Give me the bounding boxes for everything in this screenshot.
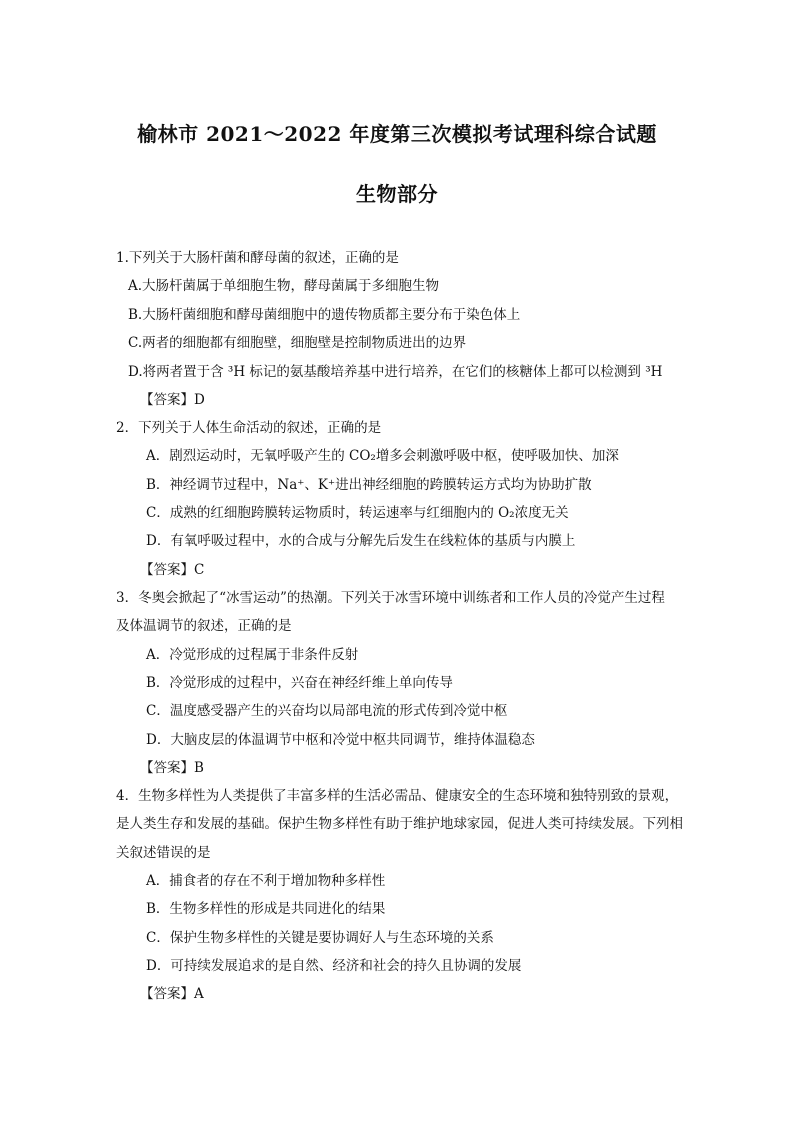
question-3-answer: 【答案】B	[140, 760, 204, 776]
question-3-option-d: D．大脑皮层的体温调节中枢和冷觉中枢共同调节，维持体温稳态	[146, 732, 535, 748]
question-4-stem-line-1: 4．生物多样性为人类提供了丰富多样的生活必需品、健康安全的生态环境和独特别致的景观，	[116, 788, 679, 804]
question-4-option-b: B．生物多样性的形成是共同进化的结果	[146, 901, 386, 917]
question-3-stem-line-1: 3．冬奥会掀起了“冰雪运动”的热潮。下列关于冰雪环境中训练者和工作人员的冷觉产生过程	[116, 590, 665, 606]
question-3-option-b: B．冷觉形成的过程中，兴奋在神经纤维上单向传导	[146, 675, 453, 691]
question-4-answer: 【答案】A	[140, 986, 204, 1002]
question-3-stem-line-2: 及体温调节的叙述，正确的是	[116, 618, 292, 634]
question-1-stem: 1.下列关于大肠杆菌和酵母菌的叙述，正确的是	[116, 250, 399, 266]
question-2-stem: 2．下列关于人体生命活动的叙述，正确的是	[116, 420, 382, 436]
question-4-option-c: C．保护生物多样性的关键是要协调好人与生态环境的关系	[146, 930, 494, 946]
question-2-option-a: A．剧烈运动时，无氧呼吸产生的 CO₂增多会刺激呼吸中枢，使呼吸加快、加深	[146, 448, 619, 464]
question-2-option-c: C．成熟的红细胞跨膜转运物质时，转运速率与红细胞内的 O₂浓度无关	[146, 505, 569, 521]
question-1-answer: 【答案】D	[140, 392, 205, 408]
document-title: 榆林市 2021～2022 年度第三次模拟考试理科综合试题	[137, 122, 657, 146]
question-1-option-d: D.将两者置于含 ³H 标记的氨基酸培养基中进行培养，在它们的核糖体上都可以检测到 ³H	[128, 364, 663, 380]
document-subtitle: 生物部分	[356, 182, 438, 206]
question-4-option-a: A．捕食者的存在不利于增加物种多样性	[146, 873, 386, 889]
question-3-option-c: C．温度感受器产生的兴奋均以局部电流的形式传到冷觉中枢	[146, 703, 508, 719]
question-1-option-a: A.大肠杆菌属于单细胞生物，酵母菌属于多细胞生物	[128, 278, 440, 294]
question-1-option-b: B.大肠杆菌细胞和酵母菌细胞中的遗传物质都主要分布于染色体上	[128, 307, 521, 323]
question-3-option-a: A．冷觉形成的过程属于非条件反射	[146, 647, 359, 663]
question-4-option-d: D．可持续发展追求的是自然、经济和社会的持久且协调的发展	[146, 958, 522, 974]
question-4-stem-line-3: 关叙述错误的是	[116, 845, 211, 861]
question-4-stem-line-2: 是人类生存和发展的基础。保护生物多样性有助于维护地球家园，促进人类可持续发展。下列相	[116, 816, 683, 832]
question-1-option-c: C.两者的细胞都有细胞壁，细胞壁是控制物质进出的边界	[128, 335, 467, 351]
question-2-answer: 【答案】C	[140, 562, 205, 578]
question-2-option-d: D．有氧呼吸过程中，水的合成与分解先后发生在线粒体的基质与内膜上	[146, 533, 576, 549]
question-2-option-b: B．神经调节过程中，Na⁺、K⁺进出神经细胞的跨膜转运方式均为协助扩散	[146, 477, 592, 493]
